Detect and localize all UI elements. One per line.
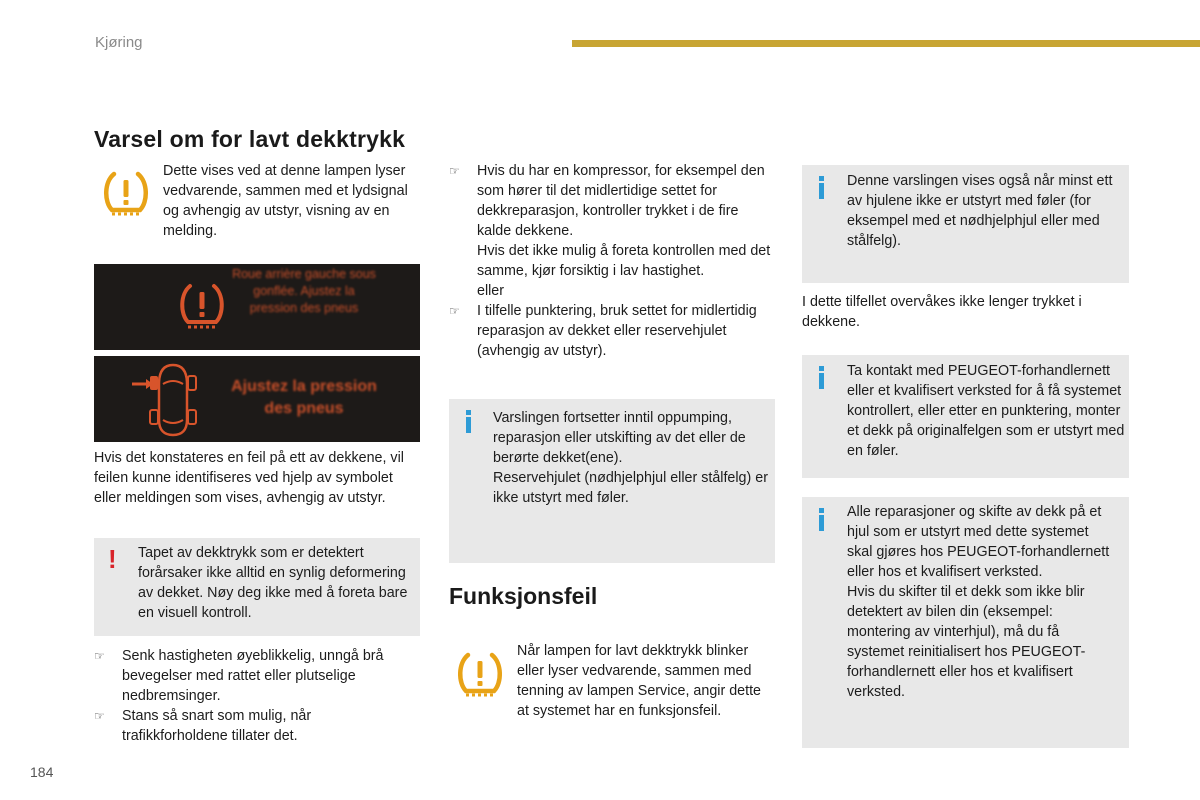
exclamation-icon: !	[108, 544, 117, 574]
left-bullet-list	[94, 646, 420, 746]
mid-info-line2: Reservehjulet (nødhjelphjul eller stålfelg) er ikke utstyrt med føler.	[493, 470, 768, 506]
display-message-2: Ajustez la pression des pneus	[231, 378, 377, 417]
right-info-3-line1: Alle reparasjoner og skifte av dekk på et hjul som er utstyrt med dette systemet skal gjøres hos PEUGEOT-forhandlernett eller hos et kvalifisert verksted.	[847, 504, 1110, 580]
right-info-box-3	[802, 497, 1129, 748]
info-icon	[819, 183, 824, 199]
fault-detected-text: Hvis det konstateres en feil på ett av dekkene, vil feilen kunne identifiseres ved hjelp av symbolet eller meldingen som vises, avhengig av utstyr.	[94, 450, 404, 506]
mid-bullet-1-cont2: eller	[477, 283, 505, 299]
list-item	[449, 161, 775, 301]
mid-bullet-1-text: Hvis du har en kompressor, for eksempel den som hører til det midlertidige settet for dekkreparasjon, kontroller trykket i de fire kalde dekkene.	[477, 163, 765, 239]
display-tyre-warning-icon	[176, 280, 228, 334]
main-title: Varsel om for lavt dekktrykk	[94, 126, 406, 152]
right-info-box-1-text: Denne varslingen vises også når minst ett av hjulene ikke er utstyrt med føler (for eksempel med et nødhjelphjul eller med stålfelg).	[847, 173, 1113, 249]
mid-bullet-list	[449, 161, 775, 361]
right-info-3-line2: Hvis du skifter til et dekk som ikke blir detektert av bilen din (eksempel: montering av vinterhjul), må du få systemet reinitialisert hos PEUGEOT-forhandlernett eller hos et kvalifisert verksted.	[847, 584, 1086, 700]
list-item: ☞ Senk hastigheten øyeblikkelig, unngå brå bevegelser med rattet eller plutselige nedbremsinger.	[94, 646, 420, 706]
mid-info-line1: Varslingen fortsetter inntil oppumping, reparasjon eller utskifting av det eller de berørte dekket(ene).	[493, 410, 746, 466]
car-tyre-diagram-icon	[128, 362, 218, 438]
page-number: 184	[30, 764, 54, 780]
dashboard-display-image-2	[94, 356, 420, 442]
mid-info-box-text	[493, 408, 769, 508]
info-icon	[466, 417, 471, 433]
section-title: Kjøring	[95, 34, 143, 51]
tyre-pressure-warning-icon	[100, 168, 152, 220]
fault-title: Funksjonsfeil	[449, 583, 598, 609]
fault-text: Når lampen for lavt dekktrykk blinker eller lyser vedvarende, sammen med tenning av lampen Service, angir dette at systemet har en funksjonsfeil.	[517, 643, 761, 719]
list-item: ☞ Stans så snart som mulig, når trafikkforholdene tillater det.	[94, 706, 420, 746]
alert-box	[94, 538, 420, 636]
header-accent-bar	[572, 40, 1200, 47]
intro-text: Dette vises ved at denne lampen lyser vedvarende, sammen med et lydsignal og avhengig av utstyr, visning av en melding.	[163, 163, 408, 239]
right-info-box-2	[802, 355, 1129, 478]
info-icon	[819, 515, 824, 531]
mid-info-box	[449, 399, 775, 563]
dashboard-display-image-1	[94, 264, 420, 350]
right-info-box-1	[802, 165, 1129, 283]
mid-bullet-1-cont1: Hvis det ikke mulig å foreta kontrollen med det samme, kjør forsiktig i lav hastighet.	[477, 243, 771, 279]
display-message-1: Roue arrière gauche sous gonflée. Ajustez la pression des pneus	[232, 267, 376, 315]
right-text-1: I dette tilfellet overvåkes ikke lenger trykket i dekkene.	[802, 294, 1082, 330]
tyre-pressure-warning-icon	[454, 649, 506, 701]
alert-box-text: Tapet av dekktrykk som er detektert forårsaker ikke alltid en synlig deformering av dekket. Nøy deg ikke med å foreta bare en visuell kontroll.	[138, 545, 408, 621]
info-icon	[819, 373, 824, 389]
right-info-box-2-text: Ta kontakt med PEUGEOT-forhandlernett eller et kvalifisert verksted for å få systemet kontrollert, eller etter en punktering, monter et dekk på originalfelgen som er utstyrt med en føler.	[847, 363, 1125, 459]
list-item: ☞ I tilfelle punktering, bruk settet for midlertidig reparasjon av dekket eller reservehjulet (avhengig av utstyr).	[449, 301, 775, 361]
right-info-box-3-text	[847, 502, 1117, 702]
